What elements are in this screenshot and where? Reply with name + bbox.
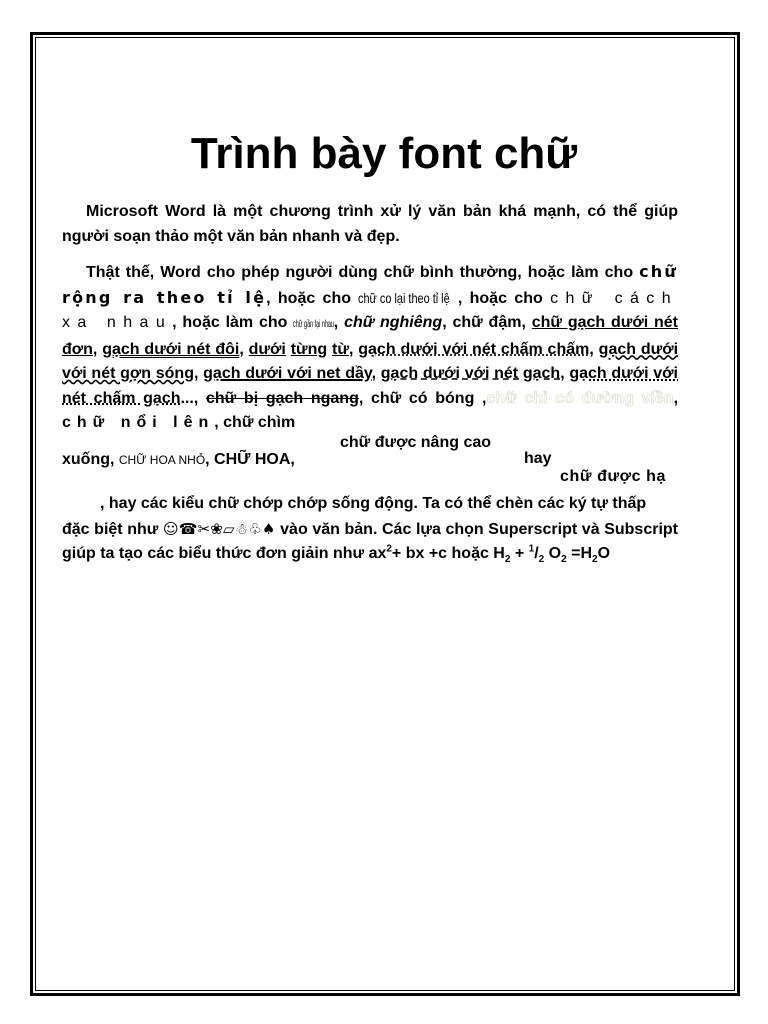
hay-text: hay — [524, 450, 552, 467]
ellipsis: ..., — [180, 389, 206, 407]
xuong-text: xuống, — [62, 451, 119, 468]
special-symbols-icon: ☺☎✂❀▱☃♧♠ — [162, 519, 276, 538]
separator-11: , — [371, 365, 381, 382]
underline-wavy-text: gạch dưới với nét gợn sóng — [62, 340, 679, 382]
underline-dashdot-text: gạch dưới với nét chấm gạch — [62, 365, 679, 407]
paragraph-intro-text: Microsoft Word là một chương trình xử lý văn bản khá mạnh, có thể giúp người soạn thảo một văn bản nhanh và đẹp. — [62, 203, 678, 245]
superscript-raised-text: chữ được nâng cao — [340, 434, 492, 451]
underline-double-text: gạch dưới nét đôi — [102, 340, 240, 358]
caps-separator: , — [205, 451, 215, 468]
paragraph-intro — [62, 200, 678, 249]
underline-dotted-text: gạch dưới với nét chấm chấm — [358, 340, 590, 358]
lowered-text: chữ được hạ — [560, 468, 667, 485]
superscript-1: 1 — [528, 543, 535, 555]
underline-single-text: chữ gạch dưới nét đơn — [62, 314, 678, 358]
separator-8: , — [348, 340, 359, 358]
tight-text: chữ gần lại nhau — [293, 319, 335, 330]
expanded-text: chữ rộng ra theo tỉ lệ — [62, 262, 678, 307]
paragraph-font-effects — [62, 260, 678, 436]
separator-2: , hoặc cho — [457, 289, 543, 307]
small-caps-text: CHỮ HOA NHỎ — [118, 453, 206, 467]
separator-3: , hoặc làm cho — [172, 314, 294, 331]
separator-14: , — [673, 389, 679, 407]
separator-5: , chữ đậm, — [442, 314, 532, 331]
document-title: Trình bày font chữ — [190, 129, 578, 178]
separator-13: , chữ có bóng , — [358, 389, 487, 407]
subscript-2c: 2 — [561, 554, 567, 566]
blink-line: , hay các kiểu chữ chớp chớp sống động. Ta có thể chèn các ký tự thấp — [100, 495, 647, 512]
separator-7: , — [239, 340, 249, 358]
separator-6: , — [92, 340, 103, 358]
formula-slash: / — [534, 545, 539, 562]
formula-plus: + — [510, 545, 529, 562]
formula-middle: + bx +c hoặc H — [391, 545, 505, 562]
separator-9: , — [589, 340, 599, 358]
underline-word-2: từng — [290, 340, 328, 358]
paragraph-symbols — [62, 492, 678, 567]
spaced-text: chữ cách xa nhau — [62, 289, 679, 331]
underline-thick-text: gạch dưới với net dầy — [203, 365, 372, 382]
underline-word-3: từ — [332, 340, 349, 358]
italic-text: chữ nghiêng — [344, 314, 443, 331]
formula-equals: =H — [566, 545, 593, 562]
underline-dash-text: gạch dưới với nét gạch — [380, 365, 561, 382]
intro-text: Thật thế, Word cho phép người dùng chữ bình thường, hoặc làm cho — [86, 264, 640, 281]
superscript-description: vào văn bản. Các lựa chọn Superscript và Subscript giúp ta tạo các biểu thức đơn giảin như ax — [62, 520, 678, 562]
symbols-intro: đặc biệt như — [62, 520, 163, 538]
separator-15: , chữ chìm — [214, 414, 296, 431]
all-caps-text: CHỮ HOA, — [214, 451, 295, 468]
superscript-2: 2 — [386, 543, 392, 555]
separator-4: , — [333, 314, 345, 331]
outline-text: chữ chỉ có đường viền — [486, 389, 674, 407]
separator-10: , — [193, 365, 204, 382]
underline-word-1: dưới — [248, 340, 286, 358]
subscript-2b: 2 — [538, 554, 545, 566]
subscript-2d: 2 — [592, 554, 598, 566]
separator-1: , hoặc cho — [266, 289, 359, 307]
caps-line — [62, 451, 295, 469]
condensed-text: chữ co lại theo tỉ lệ — [358, 289, 451, 306]
separator-12: , — [560, 365, 570, 382]
subscript-2a: 2 — [504, 554, 511, 566]
strikethrough-text: chữ bị gạch ngang — [205, 389, 359, 407]
emboss-text: chữ nổi lên — [62, 414, 215, 431]
formula-o: O — [544, 545, 562, 562]
formula-tail: O — [597, 545, 611, 562]
